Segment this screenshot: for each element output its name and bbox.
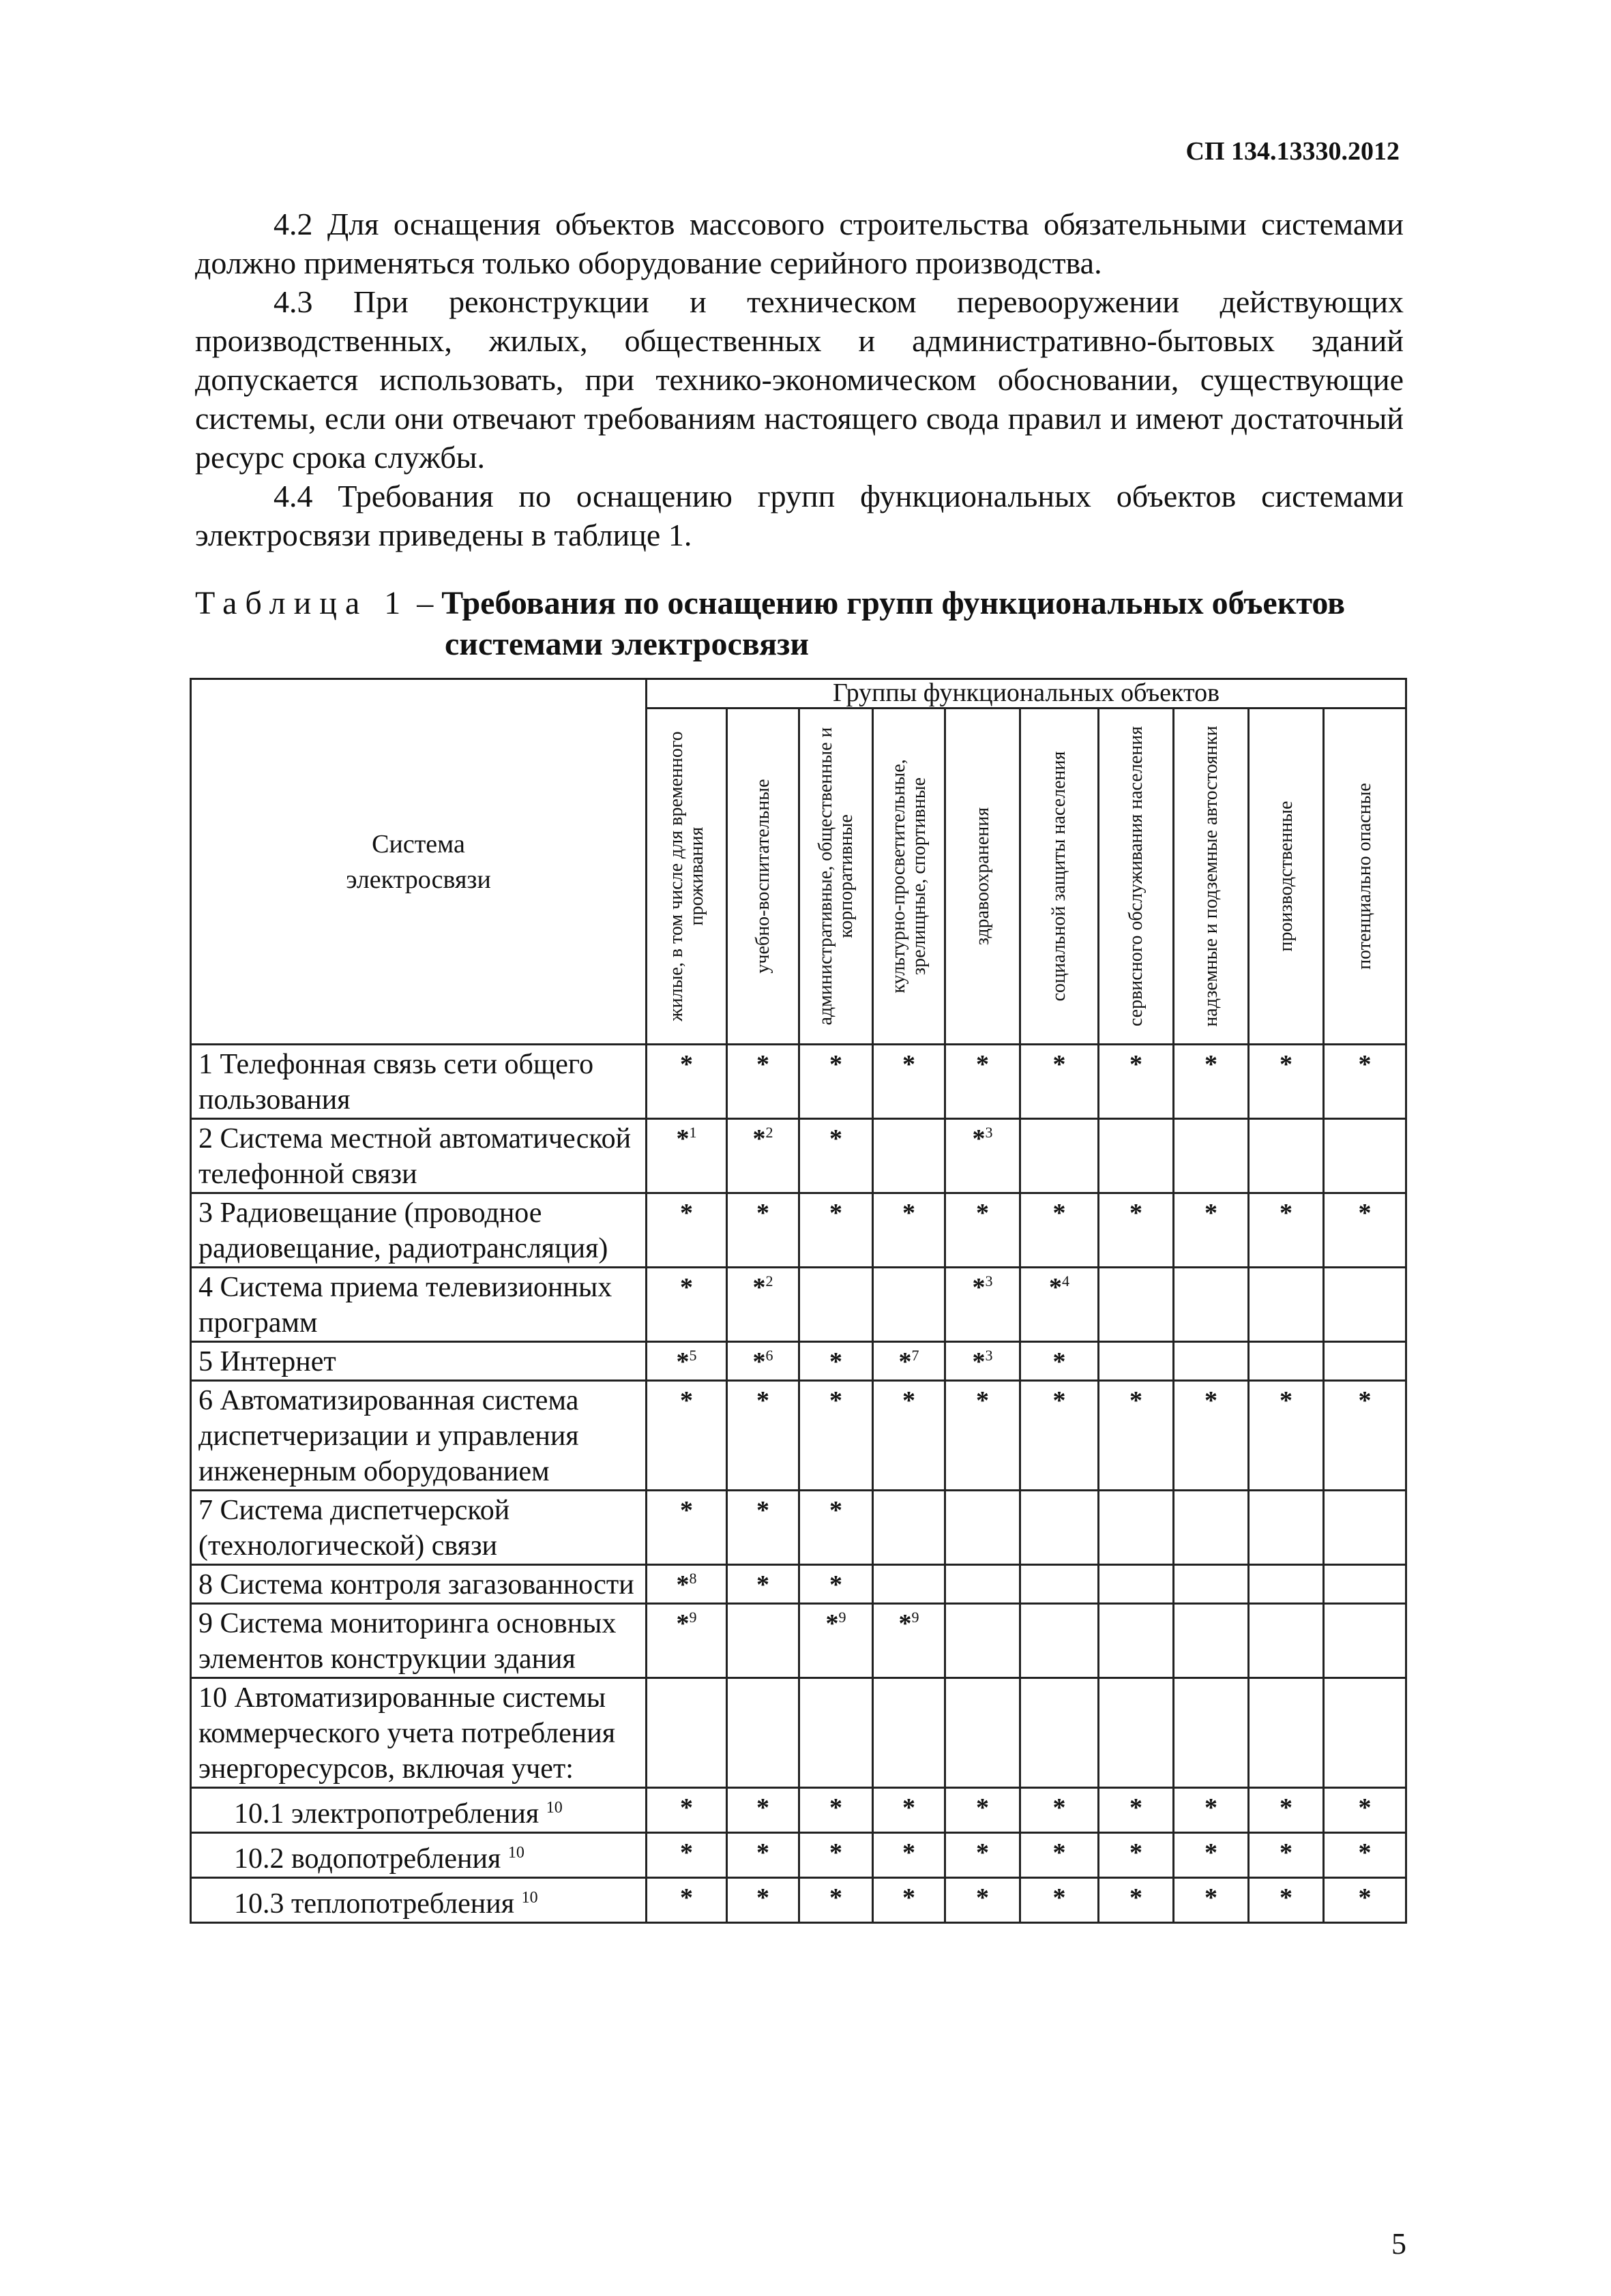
requirement-cell: * xyxy=(945,1045,1020,1119)
requirement-cell xyxy=(1324,1604,1406,1678)
requirement-cell: * xyxy=(873,1193,945,1268)
requirement-cell: * xyxy=(647,1833,727,1878)
column-header xyxy=(727,709,799,1045)
requirement-cell xyxy=(1174,1604,1249,1678)
requirement-cell xyxy=(1324,1342,1406,1381)
requirement-cell: *$^3$ xyxy=(945,1342,1020,1381)
requirement-cell xyxy=(1324,1119,1406,1193)
column-header xyxy=(647,709,727,1045)
system-name: 9 Система мониторинга основных элементов конструкции здания xyxy=(191,1604,647,1678)
table-row xyxy=(191,1788,1406,1833)
requirement-cell: *$^3$ xyxy=(945,1119,1020,1193)
column-header-label: культурно-просветительные, зрелищные, спортивные xyxy=(887,759,930,994)
column-header-label: надземные и подземные автостоянки xyxy=(1200,726,1222,1027)
requirement-cell: * xyxy=(1020,1342,1099,1381)
requirement-cell xyxy=(1020,1604,1099,1678)
requirement-cell: * xyxy=(1249,1833,1324,1878)
requirement-cell xyxy=(945,1565,1020,1604)
requirement-cell: * xyxy=(799,1045,873,1119)
requirement-cell: * xyxy=(1020,1878,1099,1923)
requirement-cell xyxy=(799,1678,873,1788)
requirement-cell: * xyxy=(727,1381,799,1491)
requirement-cell: * xyxy=(647,1268,727,1342)
requirement-cell xyxy=(727,1604,799,1678)
requirement-cell: * xyxy=(727,1193,799,1268)
requirement-cell xyxy=(945,1491,1020,1565)
requirement-cell: *$^6$ xyxy=(727,1342,799,1381)
requirement-cell xyxy=(873,1268,945,1342)
requirement-cell xyxy=(873,1565,945,1604)
table-row xyxy=(191,1604,1406,1678)
requirement-cell: * xyxy=(647,1045,727,1119)
requirement-cell: * xyxy=(1020,1788,1099,1833)
system-name: 6 Автоматизированная система диспетчеризации и управления инженерным оборудованием xyxy=(191,1381,647,1491)
requirement-cell: * xyxy=(647,1381,727,1491)
column-header-label: социальной защиты населения xyxy=(1048,751,1069,1002)
requirement-cell xyxy=(799,1268,873,1342)
requirement-cell: * xyxy=(873,1045,945,1119)
requirement-cell: * xyxy=(727,1878,799,1923)
requirement-cell: * xyxy=(1324,1878,1406,1923)
requirement-cell xyxy=(945,1604,1020,1678)
requirement-cell xyxy=(1099,1119,1174,1193)
column-header xyxy=(799,709,873,1045)
paragraph-4-2: 4.2 Для оснащения объектов массового строительства обязательными системами должно применяться только оборудование серийного производства. xyxy=(195,207,1404,280)
requirement-cell xyxy=(1324,1678,1406,1788)
requirement-cell: * xyxy=(1324,1788,1406,1833)
requirement-cell: *$^1$ xyxy=(647,1119,727,1193)
table-row xyxy=(191,1045,1406,1119)
system-name: 10.2 водопотребления $^{10}$ xyxy=(191,1833,647,1878)
requirement-cell: * xyxy=(1099,1878,1174,1923)
system-column-header-text: Система электросвязи xyxy=(346,829,491,894)
requirement-cell: *$^5$ xyxy=(647,1342,727,1381)
requirement-cell: * xyxy=(727,1045,799,1119)
column-header xyxy=(945,709,1020,1045)
requirement-cell xyxy=(1020,1565,1099,1604)
requirement-cell xyxy=(1249,1342,1324,1381)
system-name: 5 Интернет xyxy=(191,1342,647,1381)
requirement-cell: * xyxy=(727,1491,799,1565)
paragraph-4-4: 4.4 Требования по оснащению групп функциональных объектов системами электросвязи приведены в таблице 1. xyxy=(195,479,1404,552)
requirement-cell xyxy=(1249,1268,1324,1342)
requirement-cell: * xyxy=(1249,1193,1324,1268)
column-header-label: производственные xyxy=(1275,801,1297,952)
system-name: 10 Автоматизированные системы коммерческого учета потребления энергоресурсов, включая учет: xyxy=(191,1678,647,1788)
requirement-cell: * xyxy=(1099,1788,1174,1833)
requirement-cell: * xyxy=(799,1565,873,1604)
column-header-label: учебно-воспитательные xyxy=(752,779,773,974)
table-row xyxy=(191,1565,1406,1604)
requirement-cell: * xyxy=(799,1342,873,1381)
table-caption-title-continued: системами электросвязи xyxy=(445,626,809,662)
requirement-cell: * xyxy=(1174,1788,1249,1833)
group-header: Группы функциональных объектов xyxy=(647,679,1406,709)
document-code-header: СП 134.13330.2012 xyxy=(1185,137,1400,166)
system-name: 10.3 теплопотребления $^{10}$ xyxy=(191,1878,647,1923)
requirement-cell xyxy=(1099,1342,1174,1381)
requirement-cell xyxy=(1099,1491,1174,1565)
table-caption-label: Таблица 1 xyxy=(195,585,409,621)
table-row xyxy=(191,1878,1406,1923)
system-name: 3 Радиовещание (проводное радиовещание, радиотрансляция) xyxy=(191,1193,647,1268)
requirement-cell: * xyxy=(1324,1381,1406,1491)
requirement-cell: * xyxy=(799,1833,873,1878)
requirement-cell: *$^9$ xyxy=(647,1604,727,1678)
requirement-cell: * xyxy=(1099,1381,1174,1491)
requirement-cell: * xyxy=(1099,1045,1174,1119)
system-name: 2 Система местной автоматической телефонной связи xyxy=(191,1119,647,1193)
requirement-cell: * xyxy=(727,1565,799,1604)
requirement-cell xyxy=(1249,1678,1324,1788)
requirements-table xyxy=(190,678,1407,1924)
requirement-cell xyxy=(1099,1268,1174,1342)
page-number: 5 xyxy=(1391,2227,1406,2261)
requirement-cell: * xyxy=(1020,1381,1099,1491)
requirement-cell: * xyxy=(1249,1878,1324,1923)
requirement-cell xyxy=(873,1678,945,1788)
requirement-cell: * xyxy=(799,1788,873,1833)
column-header-label: сервисного обслуживания населения xyxy=(1125,726,1147,1027)
table-caption xyxy=(195,583,1423,624)
requirement-cell: * xyxy=(1324,1045,1406,1119)
requirement-cell: * xyxy=(799,1119,873,1193)
requirement-cell xyxy=(647,1678,727,1788)
requirement-cell: * xyxy=(1249,1788,1324,1833)
requirement-cell: * xyxy=(1174,1381,1249,1491)
system-name: 7 Система диспетчерской (технологической) связи xyxy=(191,1491,647,1565)
requirement-cell: * xyxy=(1249,1381,1324,1491)
requirement-cell: * xyxy=(727,1833,799,1878)
requirement-cell xyxy=(1324,1491,1406,1565)
column-header-label: административные, общественные и корпоративные xyxy=(814,727,857,1026)
column-header xyxy=(1324,709,1406,1045)
table-caption-title: Требования по оснащению групп функциональных объектов xyxy=(441,585,1346,621)
column-header xyxy=(1099,709,1174,1045)
column-header-label: здравоохранения xyxy=(971,807,993,946)
system-name: 10.1 электропотребления $^{10}$ xyxy=(191,1788,647,1833)
system-name: 8 Система контроля загазованности xyxy=(191,1565,647,1604)
requirement-cell: *$^2$ xyxy=(727,1119,799,1193)
requirement-cell xyxy=(1249,1491,1324,1565)
requirement-cell: *$^4$ xyxy=(1020,1268,1099,1342)
requirement-cell: * xyxy=(647,1878,727,1923)
requirement-cell xyxy=(1099,1604,1174,1678)
requirement-cell xyxy=(1099,1565,1174,1604)
paragraph-4-3: 4.3 При реконструкции и техническом перевооружении действующих производственных, жилых, общественных и административно-бытовых зданий допускается использовать, при технико-экономическом обосновании, существующие системы, если они отвечают требованиям настоящего свода правил и имеют достаточный ресурс срока службы. xyxy=(195,284,1404,475)
requirement-cell xyxy=(1174,1678,1249,1788)
system-column-header xyxy=(191,679,647,1045)
system-name: 1 Телефонная связь сети общего пользования xyxy=(191,1045,647,1119)
table-row xyxy=(191,1491,1406,1565)
table-row xyxy=(191,1119,1406,1193)
requirement-cell: * xyxy=(647,1788,727,1833)
requirement-cell xyxy=(1249,1119,1324,1193)
requirement-cell: * xyxy=(727,1788,799,1833)
requirement-cell: * xyxy=(1099,1193,1174,1268)
requirement-cell xyxy=(945,1678,1020,1788)
column-header xyxy=(1174,709,1249,1045)
requirement-cell xyxy=(1174,1565,1249,1604)
system-name: 4 Система приема телевизионных программ xyxy=(191,1268,647,1342)
requirement-cell: * xyxy=(1020,1045,1099,1119)
requirement-cell: * xyxy=(799,1381,873,1491)
requirement-cell: * xyxy=(1099,1833,1174,1878)
table-caption-dash: – xyxy=(409,585,442,621)
table-row xyxy=(191,1342,1406,1381)
requirement-cell: * xyxy=(945,1381,1020,1491)
requirement-cell: * xyxy=(1174,1193,1249,1268)
requirement-cell: * xyxy=(1020,1193,1099,1268)
table-row xyxy=(191,1193,1406,1268)
requirement-cell: * xyxy=(873,1381,945,1491)
requirement-cell: * xyxy=(647,1491,727,1565)
requirement-cell: * xyxy=(1174,1878,1249,1923)
requirement-cell: *$^3$ xyxy=(945,1268,1020,1342)
requirement-cell xyxy=(1249,1604,1324,1678)
requirement-cell: * xyxy=(1174,1833,1249,1878)
requirement-cell: *$^7$ xyxy=(873,1342,945,1381)
requirement-cell: * xyxy=(945,1788,1020,1833)
requirement-cell: * xyxy=(873,1788,945,1833)
requirement-cell: * xyxy=(1020,1833,1099,1878)
table-row xyxy=(191,1833,1406,1878)
requirement-cell: * xyxy=(873,1833,945,1878)
requirement-cell: *$^9$ xyxy=(873,1604,945,1678)
requirement-cell: * xyxy=(799,1193,873,1268)
requirement-cell: * xyxy=(647,1193,727,1268)
requirement-cell xyxy=(873,1491,945,1565)
requirement-cell xyxy=(1324,1565,1406,1604)
requirement-cell: * xyxy=(1324,1833,1406,1878)
requirement-cell xyxy=(1324,1268,1406,1342)
requirement-cell: *$^8$ xyxy=(647,1565,727,1604)
requirement-cell: * xyxy=(799,1878,873,1923)
table-row xyxy=(191,1268,1406,1342)
requirement-cell: * xyxy=(873,1878,945,1923)
column-header xyxy=(873,709,945,1045)
requirement-cell xyxy=(1020,1491,1099,1565)
requirement-cell xyxy=(873,1119,945,1193)
requirement-cell xyxy=(1020,1119,1099,1193)
table-row xyxy=(191,1678,1406,1788)
requirement-cell: * xyxy=(1324,1193,1406,1268)
requirement-cell xyxy=(727,1678,799,1788)
requirement-cell xyxy=(1249,1565,1324,1604)
requirement-cell: * xyxy=(1174,1045,1249,1119)
requirement-cell xyxy=(1020,1678,1099,1788)
requirement-cell: * xyxy=(945,1193,1020,1268)
requirement-cell: * xyxy=(945,1878,1020,1923)
requirement-cell: * xyxy=(799,1491,873,1565)
table-row xyxy=(191,1381,1406,1491)
requirement-cell xyxy=(1174,1491,1249,1565)
requirement-cell xyxy=(1174,1342,1249,1381)
column-header xyxy=(1249,709,1324,1045)
requirement-cell: * xyxy=(945,1833,1020,1878)
column-header-label: жилые, в том числе для временного проживания xyxy=(665,731,707,1022)
requirement-cell: * xyxy=(1249,1045,1324,1119)
requirement-cell: *$^2$ xyxy=(727,1268,799,1342)
column-header xyxy=(1020,709,1099,1045)
requirement-cell xyxy=(1174,1268,1249,1342)
requirement-cell xyxy=(1099,1678,1174,1788)
column-header-label: потенциально опасные xyxy=(1354,783,1376,970)
requirement-cell: *$^9$ xyxy=(799,1604,873,1678)
requirement-cell xyxy=(1174,1119,1249,1193)
